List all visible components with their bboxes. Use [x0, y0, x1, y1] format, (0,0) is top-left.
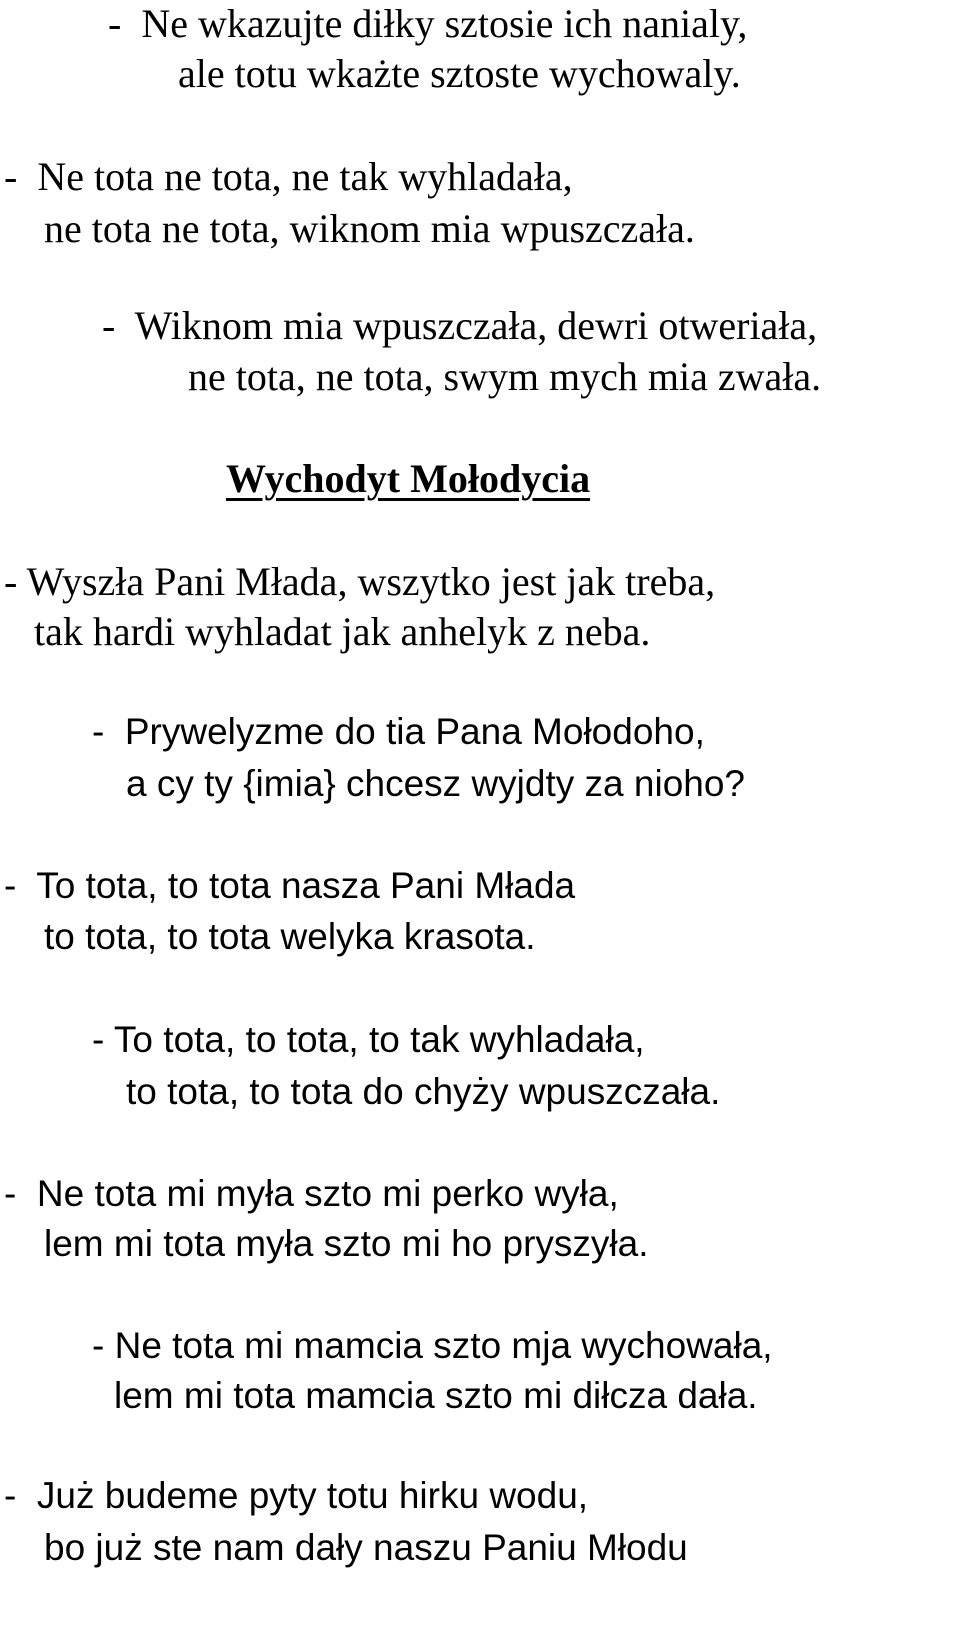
stanza-8-line-1: - Ne tota mi myła szto mi perko wyła, [4, 1173, 619, 1214]
stanza-10-line-1: - Już budeme pyty totu hirku wodu, [4, 1475, 589, 1516]
stanza-9-line-2: lem mi tota mamcia szto mi diłcza dała. [114, 1375, 758, 1416]
stanza-10-line-2: bo już ste nam dały naszu Paniu Młodu [44, 1527, 688, 1568]
stanza-4-line-2: tak hardi wyhladat jak anhelyk z neba. [34, 609, 651, 654]
stanza-5-line-2: a cy ty {imia} chcesz wyjdty za nioho? [126, 763, 746, 804]
stanza-2-line-2: ne tota ne tota, wiknom mia wpuszczała. [44, 206, 695, 251]
stanza-9-line-1: - Ne tota mi mamcia szto mja wychowała, [92, 1325, 773, 1366]
stanza-3-line-1: - Wiknom mia wpuszczała, dewri otweriała, [102, 303, 818, 348]
stanza-1-line-1: - Ne wkazujte diłky sztosie ich nanialy, [108, 1, 748, 46]
stanza-8-line-2: lem mi tota myła szto mi ho pryszyła. [44, 1223, 649, 1264]
section-heading: Wychodyt Mołodycia [226, 456, 591, 501]
stanza-2-line-1: - Ne tota ne tota, ne tak wyhladała, [4, 154, 573, 199]
stanza-7-line-2: to tota, to tota do chyży wpuszczała. [126, 1071, 721, 1112]
stanza-3-line-2: ne tota, ne tota, swym mych mia zwała. [188, 354, 822, 399]
stanza-4-line-1: - Wyszła Pani Młada, wszytko jest jak treba, [4, 559, 716, 604]
stanza-6-line-2: to tota, to tota welyka krasota. [44, 916, 536, 957]
stanza-1-line-2: ale totu wkażte sztoste wychowaly. [178, 51, 741, 96]
stanza-7-line-1: - To tota, to tota, to tak wyhladała, [92, 1019, 645, 1060]
stanza-5-line-1: - Prywelyzme do tia Pana Mołodoho, [92, 711, 705, 752]
stanza-6-line-1: - To tota, to tota nasza Pani Młada [4, 865, 576, 906]
